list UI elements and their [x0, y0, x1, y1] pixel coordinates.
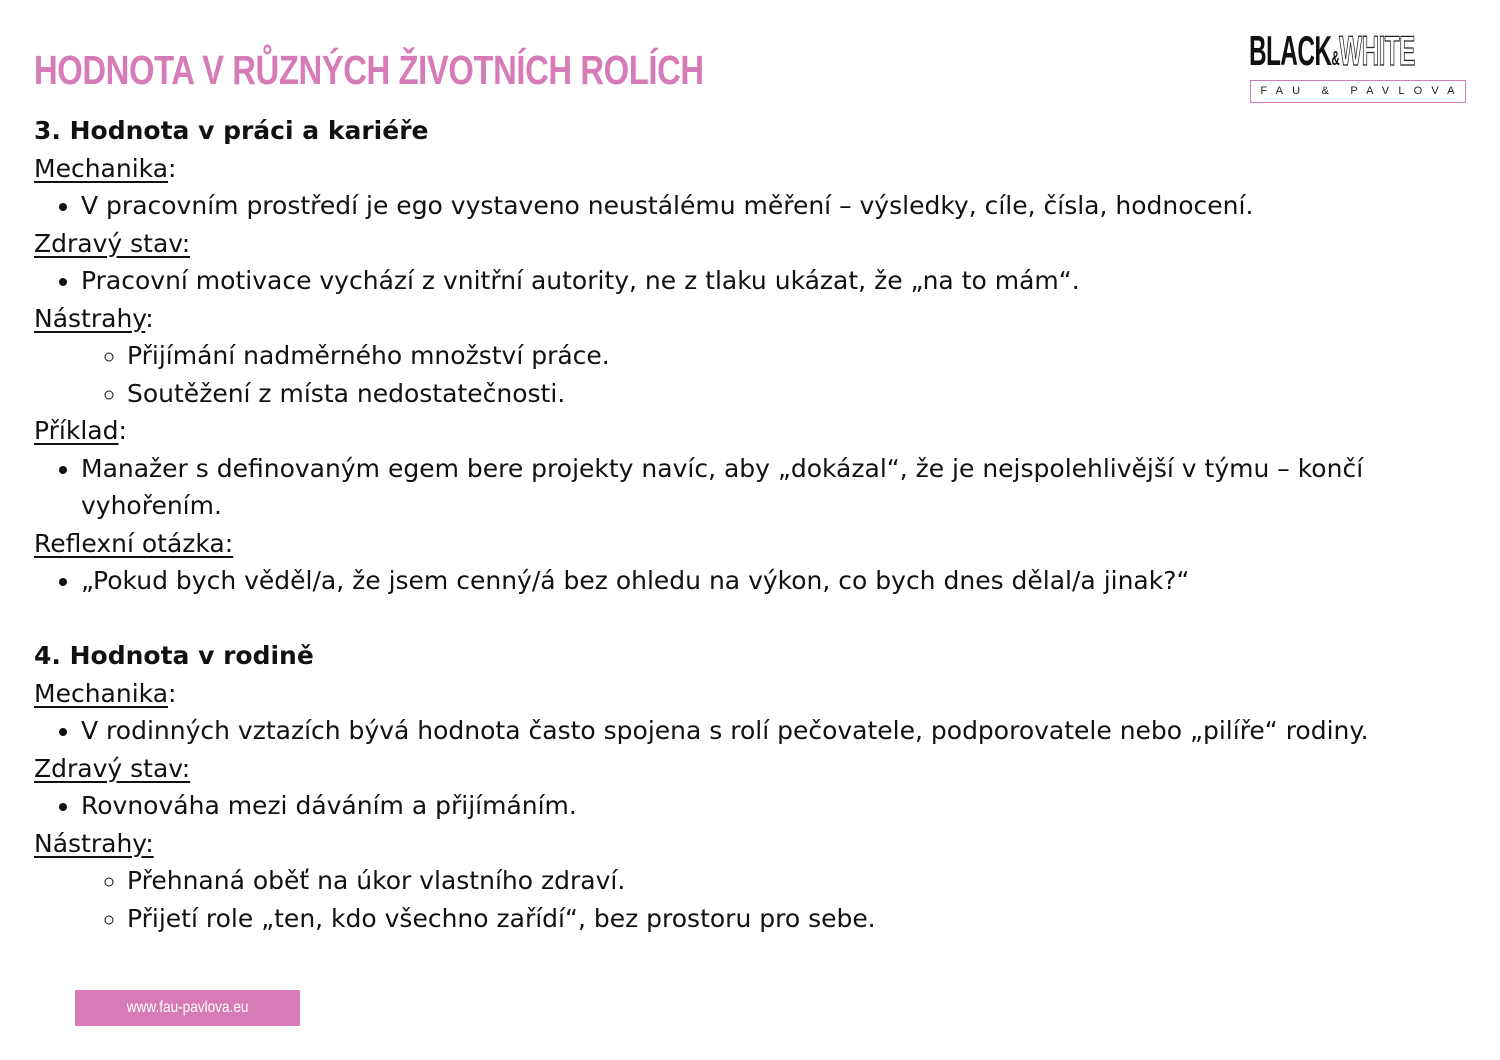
nastrahy-list — [34, 862, 1454, 937]
nastrahy-label: Nástrahy: — [34, 303, 154, 333]
priklad-label: Příklad: — [34, 416, 127, 445]
list-item: • Manažer s definovaným egem bere projekty navíc, aby „dokázal“, že je nejspolehlivější v týmu – končí vyhořením. — [81, 450, 1454, 525]
list-item: • „Pokud bych věděl/a, že jsem cenný/á bez ohledu na výkon, co bych dnes dělal/a jinak?“ — [81, 562, 1454, 600]
list-item: ◦ Přehnaná oběť na úkor vlastního zdraví. — [127, 862, 1454, 900]
section-spacer — [34, 600, 1454, 638]
nastrahy-label-text: Nástrahy — [34, 303, 146, 333]
list-item: ◦ Soutěžení z místa nedostatečnosti. — [127, 375, 1454, 413]
mechanika-list — [34, 187, 1454, 225]
mechanika-label: Mechanika: — [34, 153, 177, 183]
nastrahy-label-text: Nástrahy: — [34, 828, 154, 858]
main-content — [34, 112, 1454, 937]
mechanika-list — [34, 712, 1454, 750]
website-link-text: www.fau-pavlova.eu — [126, 999, 249, 1016]
reflexni-otazka-label — [34, 525, 1454, 563]
logo-ampersand: & — [1331, 48, 1340, 70]
reflexni-otazka-list — [34, 562, 1454, 600]
priklad-list — [34, 450, 1454, 525]
logo-word-white: WHITE — [1339, 27, 1415, 74]
list-item: • V pracovním prostředí je ego vystaveno neustálému měření – výsledky, cíle, čísla, hodnocení. — [81, 187, 1454, 225]
mechanika-label-text: Mechanika — [34, 153, 169, 183]
logo-word-black: BLACK — [1249, 27, 1332, 74]
zdravy-stav-label-text: Zdravý stav: — [34, 753, 191, 783]
brand-logo — [1249, 28, 1469, 106]
reflexni-otazka-label-text: Reflexní otázka: — [34, 528, 234, 558]
logo-subline: FAU & PAVLOVA — [1250, 80, 1466, 103]
zdravy-stav-label — [34, 750, 1454, 788]
zdravy-stav-list — [34, 262, 1454, 300]
page-title: HODNOTA V RŮZNÝCH ŽIVOTNÍCH ROLÍCH — [34, 47, 704, 93]
zdravy-stav-list — [34, 787, 1454, 825]
section-heading: 3. Hodnota v práci a kariéře — [34, 116, 429, 145]
logo-wordmark — [1249, 28, 1469, 74]
list-item: • Rovnováha mezi dáváním a přijímáním. — [81, 787, 1454, 825]
website-link[interactable] — [75, 990, 300, 1026]
list-item: • Pracovní motivace vychází z vnitřní autority, ne z tlaku ukázat, že „na to mám“. — [81, 262, 1454, 300]
zdravy-stav-label-text: Zdravý stav: — [34, 228, 191, 258]
mechanika-label: Mechanika: — [34, 678, 177, 708]
mechanika-label-text: Mechanika — [34, 678, 169, 708]
priklad-label-text: Příklad — [34, 416, 119, 445]
nastrahy-list — [34, 337, 1454, 412]
nastrahy-label — [34, 825, 1454, 863]
list-item: ◦ Přijímání nadměrného množství práce. — [127, 337, 1454, 375]
zdravy-stav-label — [34, 225, 1454, 263]
list-item: ◦ Přijetí role „ten, kdo všechno zařídí“, bez prostoru pro sebe. — [127, 900, 1454, 938]
list-item: • V rodinných vztazích bývá hodnota často spojena s rolí pečovatele, podporovatele nebo „pilíře“ rodiny. — [81, 712, 1454, 750]
section-heading: 4. Hodnota v rodině — [34, 641, 314, 670]
